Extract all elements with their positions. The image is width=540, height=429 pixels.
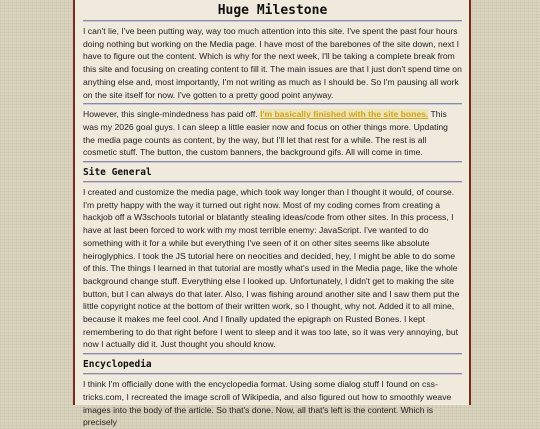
paragraph: I created and customize the media page, which took way longer than I thought it would, of course. I'm pretty happy with the way it turned out right now. Most of my coding comes from creating a hackjob off a W3schools tutorial or blatantly stealing ideas/code from other sites. In this process, I have at last been forced to work with my most terrible enemy: JavaScript. I've wanted to do something with it for a while but everything I've seen of it on other sites seems like absolute heiroglyphics. I took the JS tutorial here on neocities and decided, hey, I might be able to do some of this. The things I learned in that tutorial are mostly what's used in the Media page, like the whole background change stuff. Everything else I looked up. Unfortunately, I didn't get to making the site button, but I can always do that later. Also, I was fishing around another site and I saw them put the little copyright notice at the bottom of their written work, so I thought, why not. Added it to all mine, because it makes me feel cool. And I finally updated the epigraph on Rusted Bones. I kept remembering to do that right before I went to sleep and it was too late, so it was very annoying, but now I actually did it. Just thought you should know. xyxy=(83,187,460,350)
paragraph: I can't lie, I've been putting way, way too much attention into this site. I've spent the past four hours doing nothing but working on the Media page. I have most of the barebones of the site down, next I have to figure out the content. Which is why for the next week, I'll be taking a complete break from this site and focusing on creating content to fill it. The main issues are that I just don't spend time on anything else and, most importantly, I'm not writing as much as I should be. So I'm pausing all work on the site itself for now. I've gotten to a pretty good point anyway. xyxy=(83,26,462,100)
divider xyxy=(83,161,462,163)
divider xyxy=(83,20,462,22)
paragraph: I think I'm officially done with the encyclopedia format. Using some dialog stuff I found on css-tricks.com, I recreated the image scroll of Wikipedia, and also figured out how to smoothly weave images into the body of the article. So that's done. Now, all that's left is the content. Which is precisely xyxy=(83,379,452,428)
divider xyxy=(83,373,462,375)
site-bones-link[interactable]: I'm basically finished with the site bones. xyxy=(260,109,429,120)
section-heading-encyclopedia: Encyclopedia xyxy=(83,359,152,371)
article xyxy=(75,0,469,429)
divider xyxy=(83,353,462,355)
page-title: Huge Milestone xyxy=(217,3,328,18)
content-column xyxy=(73,0,471,428)
section-heading-site-general: Site General xyxy=(83,167,152,179)
divider xyxy=(83,181,462,183)
paragraph-text: However, this single-mindedness has paid off. xyxy=(83,109,261,120)
paragraph-text: This was my 2026 goal guys. I can sleep a little easier now and focus on other things more. Updating the media page counts as content, by the way, but I'll let that rest for a while. The rest is all cosmetic stuff. The button, the custom banners, the background gifs. All will come in time. xyxy=(83,109,448,158)
divider xyxy=(83,103,462,105)
paragraph xyxy=(83,108,462,159)
